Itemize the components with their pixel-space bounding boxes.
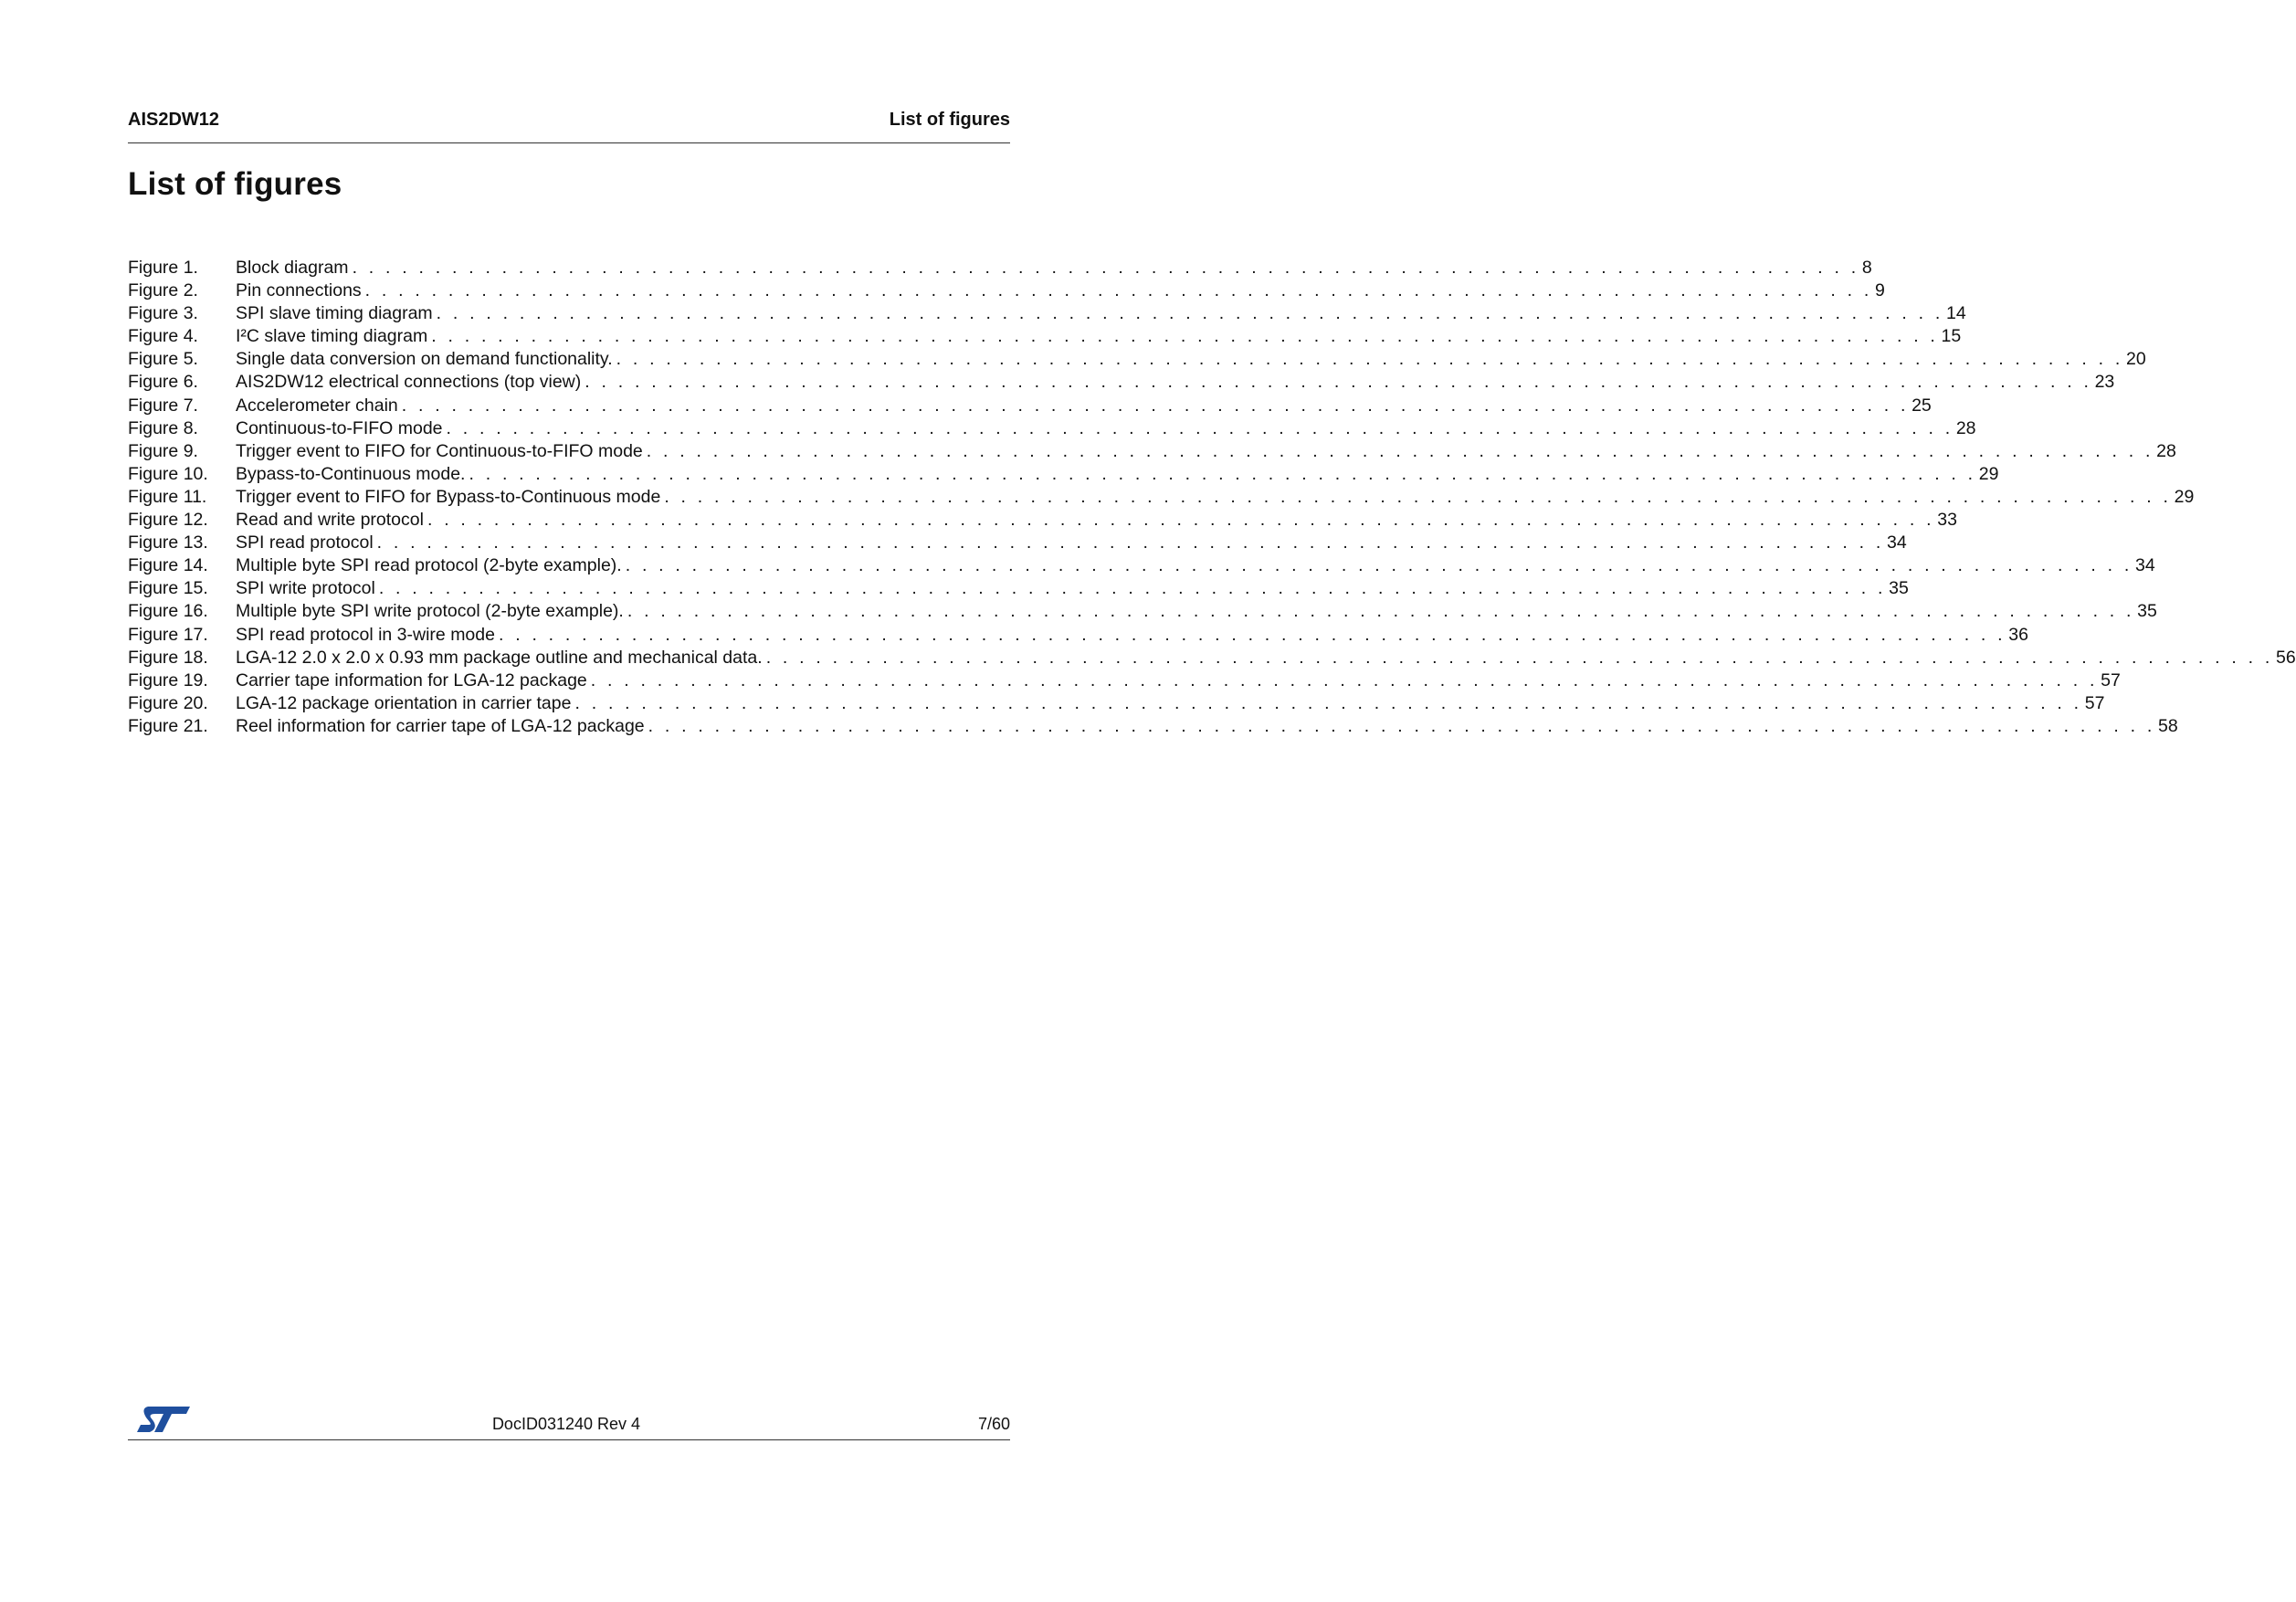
figure-entry[interactable] (128, 348, 2146, 371)
figure-title[interactable]: Trigger event to FIFO for Bypass-to-Continuous mode (236, 486, 661, 507)
figure-entry[interactable] (128, 715, 2178, 738)
figure-entry[interactable] (128, 279, 1885, 302)
header-section: List of figures (889, 110, 1010, 130)
figure-number: Figure 11. (128, 486, 207, 507)
figure-title[interactable]: Accelerometer chain (236, 395, 398, 416)
figure-entry[interactable] (128, 257, 1872, 279)
dot-leader: . . . . . . . . . . . . . . . . . . . . . . . . . . . . . . . . . . . . . . . . . . . . . . . . . . . . . . . . . . . . . . . . . . . . . . . . . . . . . . . . . . . . . . . . . . . (616, 349, 2123, 370)
figure-page-number[interactable]: 23 (2094, 372, 2115, 393)
figure-number: Figure 7. (128, 395, 198, 416)
figure-entry[interactable] (128, 692, 2105, 715)
figure-page-number[interactable]: 14 (1945, 303, 1966, 324)
figure-title[interactable]: AIS2DW12 electrical connections (top view) (236, 372, 582, 393)
figure-page-number[interactable]: 34 (1886, 532, 1907, 553)
figure-title[interactable]: Bypass-to-Continuous mode. (236, 463, 466, 484)
figure-number: Figure 18. (128, 647, 208, 668)
figure-number: Figure 21. (128, 715, 208, 736)
dot-leader: . . . . . . . . . . . . . . . . . . . . . . . . . . . . . . . . . . . . . . . . . . . . . . . . . . . . . . . . . . . . . . . . . . . . . . . . . . . . . . . . . . . . . . . . . . . (627, 601, 2135, 622)
figure-entry[interactable] (128, 669, 2121, 692)
figure-page-number[interactable]: 58 (2157, 715, 2178, 736)
figure-number: Figure 17. (128, 624, 208, 645)
figure-page-number[interactable]: 8 (1861, 258, 1872, 278)
st-logo-icon (135, 1404, 192, 1435)
dot-leader: . . . . . . . . . . . . . . . . . . . . . . . . . . . . . . . . . . . . . . . . . . . . . . . . . . . . . . . . . . . . . . . . . . . . . . . . . . . . . . . . . . . . . . . . . . . (646, 440, 2154, 461)
figure-entry[interactable] (128, 554, 2155, 577)
figure-title[interactable]: LGA-12 package orientation in carrier tape (236, 692, 572, 713)
dot-leader: . . . . . . . . . . . . . . . . . . . . . . . . . . . . . . . . . . . . . . . . . . . . . . . . . . . . . . . . . . . . . . . . . . . . . . . . . . . . . . . . . . . . . . . . . . . (664, 486, 2172, 507)
figure-entry[interactable] (128, 577, 1909, 600)
dot-leader: . . . . . . . . . . . . . . . . . . . . . . . . . . . . . . . . . . . . . . . . . . . . . . . . . . . . . . . . . . . . . . . . . . . . . . . . . . . . . . . . . . . . . . . . . . . (590, 669, 2099, 690)
dot-leader: . . . . . . . . . . . . . . . . . . . . . . . . . . . . . . . . . . . . . . . . . . . . . . . . . . . . . . . . . . . . . . . . . . . . . . . . . . . . . . . . . . . . . . . . . . . (648, 715, 2155, 736)
figure-entry[interactable] (128, 486, 2195, 509)
figure-number: Figure 5. (128, 349, 198, 370)
figure-page-number[interactable]: 28 (1955, 417, 1976, 438)
dot-leader: . . . . . . . . . . . . . . . . . . . . . . . . . . . . . . . . . . . . . . . . . . . . . . . . . . . . . . . . . . . . . . . . . . . . . . . . . . . . . . . . . . . . . . . . . . . (427, 510, 1935, 531)
figure-entry[interactable] (128, 325, 1962, 348)
figure-entry[interactable] (128, 440, 2176, 463)
figure-number: Figure 9. (128, 440, 198, 461)
figure-page-number[interactable]: 35 (2137, 601, 2157, 622)
figure-page-number[interactable]: 28 (2156, 440, 2176, 461)
dot-leader: . . . . . . . . . . . . . . . . . . . . . . . . . . . . . . . . . . . . . . . . . . . . . . . . . . . . . . . . . . . . . . . . . . . . . . . . . . . . . . . . . . . . . . . . . . . (765, 647, 2273, 668)
figure-title[interactable]: SPI write protocol (236, 578, 375, 599)
figure-title[interactable]: SPI read protocol (236, 532, 374, 553)
figure-number: Figure 12. (128, 510, 208, 531)
figure-page-number[interactable]: 33 (1937, 510, 1957, 531)
figure-number: Figure 10. (128, 463, 208, 484)
figure-number: Figure 6. (128, 372, 198, 393)
footer-rule (128, 1439, 1010, 1440)
figure-title[interactable]: SPI slave timing diagram (236, 303, 433, 324)
dot-leader: . . . . . . . . . . . . . . . . . . . . . . . . . . . . . . . . . . . . . . . . . . . . . . . . . . . . . . . . . . . . . . . . . . . . . . . . . . . . . . . . . . . . . . . . . . . (436, 303, 1943, 324)
figure-number: Figure 1. (128, 258, 198, 278)
dot-leader: . . . . . . . . . . . . . . . . . . . . . . . . . . . . . . . . . . . . . . . . . . . . . . . . . . . . . . . . . . . . . . . . . . . . . . . . . . . . . . . . . . . . . . . . . . . (585, 372, 2092, 393)
dot-leader: . . . . . . . . . . . . . . . . . . . . . . . . . . . . . . . . . . . . . . . . . . . . . . . . . . . . . . . . . . . . . . . . . . . . . . . . . . . . . . . . . . . . . . . . . . . (378, 578, 1887, 599)
figure-page-number[interactable]: 15 (1941, 326, 1962, 347)
dot-leader: . . . . . . . . . . . . . . . . . . . . . . . . . . . . . . . . . . . . . . . . . . . . . . . . . . . . . . . . . . . . . . . . . . . . . . . . . . . . . . . . . . . . . . . . . . . (498, 624, 2006, 645)
figure-number: Figure 16. (128, 601, 208, 622)
figure-number: Figure 14. (128, 555, 208, 576)
figure-title[interactable]: LGA-12 2.0 x 2.0 x 0.93 mm package outline and mechanical data. (236, 647, 763, 668)
figure-title[interactable]: Block diagram (236, 258, 349, 278)
figure-title[interactable]: I²C slave timing diagram (236, 326, 428, 347)
figure-number: Figure 13. (128, 532, 208, 553)
figure-title[interactable]: Read and write protocol (236, 510, 424, 531)
figure-number: Figure 20. (128, 692, 208, 713)
dot-leader: . . . . . . . . . . . . . . . . . . . . . . . . . . . . . . . . . . . . . . . . . . . . . . . . . . . . . . . . . . . . . . . . . . . . . . . . . . . . . . . . . . . . . . . . . . . (401, 395, 1910, 416)
figure-title[interactable]: SPI read protocol in 3-wire mode (236, 624, 495, 645)
figure-number: Figure 3. (128, 303, 198, 324)
figure-page-number[interactable]: 57 (2084, 692, 2105, 713)
figure-page-number[interactable]: 57 (2101, 669, 2121, 690)
figure-page-number[interactable]: 36 (2008, 624, 2028, 645)
figure-page-number[interactable]: 9 (1874, 280, 1885, 301)
figure-page-number[interactable]: 29 (1978, 463, 1999, 484)
figure-entry[interactable] (128, 371, 2115, 394)
figure-title[interactable]: Trigger event to FIFO for Continuous-to-FIFO mode (236, 440, 643, 461)
dot-leader: . . . . . . . . . . . . . . . . . . . . . . . . . . . . . . . . . . . . . . . . . . . . . . . . . . . . . . . . . . . . . . . . . . . . . . . . . . . . . . . . . . . . . . . . . . . (352, 258, 1859, 278)
figure-page-number[interactable]: 34 (2135, 555, 2155, 576)
footer-page-number: 7/60 (977, 1415, 1010, 1433)
figure-page-number[interactable]: 29 (2174, 486, 2195, 507)
figure-number: Figure 4. (128, 326, 198, 347)
figure-page-number[interactable]: 25 (1912, 395, 1932, 416)
figure-entry[interactable] (128, 624, 2028, 647)
figure-title[interactable]: Reel information for carrier tape of LGA-12 package (236, 715, 645, 736)
figure-title[interactable]: Single data conversion on demand functionality. (236, 349, 613, 370)
figure-number: Figure 19. (128, 669, 208, 690)
header-product: AIS2DW12 (128, 110, 220, 130)
figure-number: Figure 15. (128, 578, 208, 599)
dot-leader: . . . . . . . . . . . . . . . . . . . . . . . . . . . . . . . . . . . . . . . . . . . . . . . . . . . . . . . . . . . . . . . . . . . . . . . . . . . . . . . . . . . . . . . . . . . (469, 463, 1976, 484)
figure-title[interactable]: Multiple byte SPI write protocol (2-byte example). (236, 601, 624, 622)
figure-number: Figure 2. (128, 280, 198, 301)
figure-entry[interactable] (128, 532, 1907, 554)
figure-title[interactable]: Carrier tape information for LGA-12 package (236, 669, 587, 690)
figure-list (128, 257, 2296, 738)
figure-number: Figure 8. (128, 417, 198, 438)
figure-entry[interactable] (128, 647, 2296, 669)
page-title: List of figures (128, 166, 342, 202)
figure-entry[interactable] (128, 395, 1932, 417)
dot-leader: . . . . . . . . . . . . . . . . . . . . . . . . . . . . . . . . . . . . . . . . . . . . . . . . . . . . . . . . . . . . . . . . . . . . . . . . . . . . . . . . . . . . . . . . . . . (364, 280, 1872, 301)
dot-leader: . . . . . . . . . . . . . . . . . . . . . . . . . . . . . . . . . . . . . . . . . . . . . . . . . . . . . . . . . . . . . . . . . . . . . . . . . . . . . . . . . . . . . . . . . . . (574, 692, 2082, 713)
dot-leader: . . . . . . . . . . . . . . . . . . . . . . . . . . . . . . . . . . . . . . . . . . . . . . . . . . . . . . . . . . . . . . . . . . . . . . . . . . . . . . . . . . . . . . . . . . . (625, 555, 2133, 576)
figure-entry[interactable] (128, 509, 1957, 532)
figure-entry[interactable] (128, 463, 1999, 486)
figure-title[interactable]: Pin connections (236, 280, 362, 301)
figure-entry[interactable] (128, 417, 1976, 440)
figure-page-number[interactable]: 20 (2125, 349, 2146, 370)
footer-doc-id: DocID031240 Rev 4 (491, 1415, 641, 1433)
page-header (128, 110, 1010, 143)
figure-page-number[interactable]: 35 (1889, 578, 1909, 599)
dot-leader: . . . . . . . . . . . . . . . . . . . . . . . . . . . . . . . . . . . . . . . . . . . . . . . . . . . . . . . . . . . . . . . . . . . . . . . . . . . . . . . . . . . . . . . . . . . (446, 417, 1954, 438)
figure-page-number[interactable]: 56 (2276, 647, 2296, 668)
figure-title[interactable]: Multiple byte SPI read protocol (2-byte example). (236, 555, 622, 576)
dot-leader: . . . . . . . . . . . . . . . . . . . . . . . . . . . . . . . . . . . . . . . . . . . . . . . . . . . . . . . . . . . . . . . . . . . . . . . . . . . . . . . . . . . . . . . . . . . (376, 532, 1884, 553)
dot-leader: . . . . . . . . . . . . . . . . . . . . . . . . . . . . . . . . . . . . . . . . . . . . . . . . . . . . . . . . . . . . . . . . . . . . . . . . . . . . . . . . . . . . . . . . . . . (431, 326, 1939, 347)
figure-entry[interactable] (128, 600, 2157, 623)
figure-entry[interactable] (128, 302, 1966, 325)
figure-title[interactable]: Continuous-to-FIFO mode (236, 417, 443, 438)
